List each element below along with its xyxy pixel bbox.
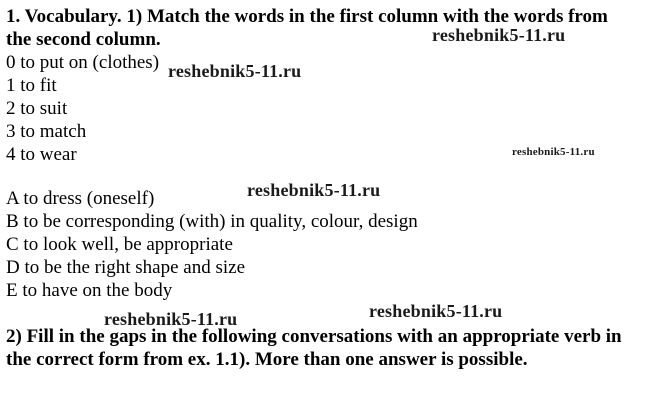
column1-item-4: 4 to wear	[6, 144, 77, 165]
column1-item-0: 0 to put on (clothes)	[6, 52, 160, 73]
watermark: reshebnik5-11.ru	[247, 180, 381, 200]
column2-item-c: C to look well, be appropriate	[6, 234, 233, 255]
task2-line-2: the correct form from ex. 1.1). More than one answer is possible.	[6, 349, 528, 370]
watermark: reshebnik5-11.ru	[369, 301, 503, 321]
watermark: reshebnik5-11.ru	[104, 309, 238, 329]
watermark: reshebnik5-11.ru	[432, 25, 566, 45]
exercise-title-line-1: 1. Vocabulary. 1) Match the words in the first column with the words from	[6, 6, 608, 27]
column1-item-1: 1 to fit	[6, 75, 57, 96]
watermark: reshebnik5-11.ru	[168, 61, 302, 81]
column2-item-e: E to have on the body	[6, 280, 173, 301]
exercise-title-line-2: the second column.	[6, 29, 161, 50]
column2-item-d: D to be the right shape and size	[6, 257, 246, 278]
column1-item-2: 2 to suit	[6, 98, 68, 119]
column2-item-b: B to be corresponding (with) in quality, colour, design	[6, 211, 418, 232]
column1-item-3: 3 to match	[6, 121, 87, 142]
watermark: reshebnik5-11.ru	[512, 146, 595, 158]
column2-item-a: A to dress (oneself)	[6, 188, 155, 209]
task2-line-1: 2) Fill in the gaps in the following conversations with an appropriate verb in	[6, 326, 622, 347]
